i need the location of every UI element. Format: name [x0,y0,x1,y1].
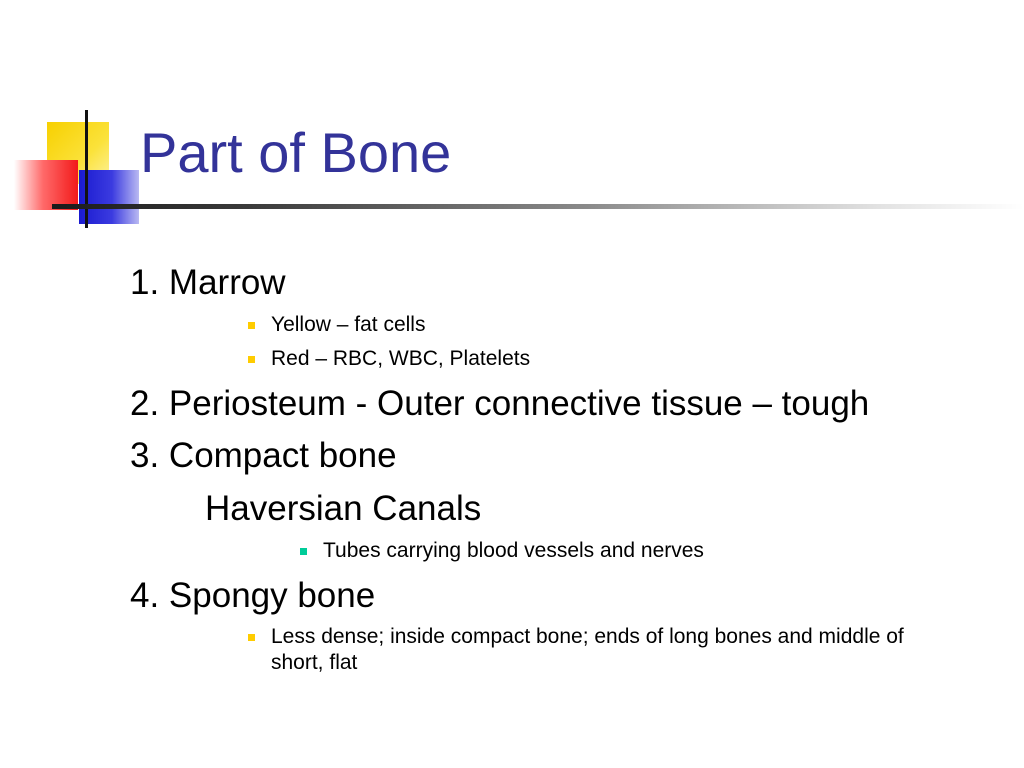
bullet-square-icon [248,356,255,363]
bullet-square-icon [248,634,255,641]
item-spongy-desc: Less dense; inside compact bone; ends of long bones and middle of short, flat [271,625,904,675]
item-haversian-desc: Tubes carrying blood vessels and nerves [323,539,704,562]
item-spongy-bone: 4. Spongy bone [130,576,376,615]
slide-title: Part of Bone [140,121,452,184]
item-haversian-canals: Haversian Canals [205,489,482,528]
item-marrow: 1. Marrow [130,263,286,302]
bullet-square-icon [248,322,255,329]
item-marrow-yellow: Yellow – fat cells [271,313,426,336]
decor-vertical-line [85,110,88,228]
decor-red-square [14,160,78,210]
item-marrow-red: Red – RBC, WBC, Platelets [271,347,531,370]
item-compact-bone: 3. Compact bone [130,436,397,475]
decor-blue-square [79,170,139,224]
item-periosteum: 2. Periosteum - Outer connective tissue – tough [130,384,870,423]
title-underline [52,204,1024,209]
bullet-square-icon [300,548,307,555]
